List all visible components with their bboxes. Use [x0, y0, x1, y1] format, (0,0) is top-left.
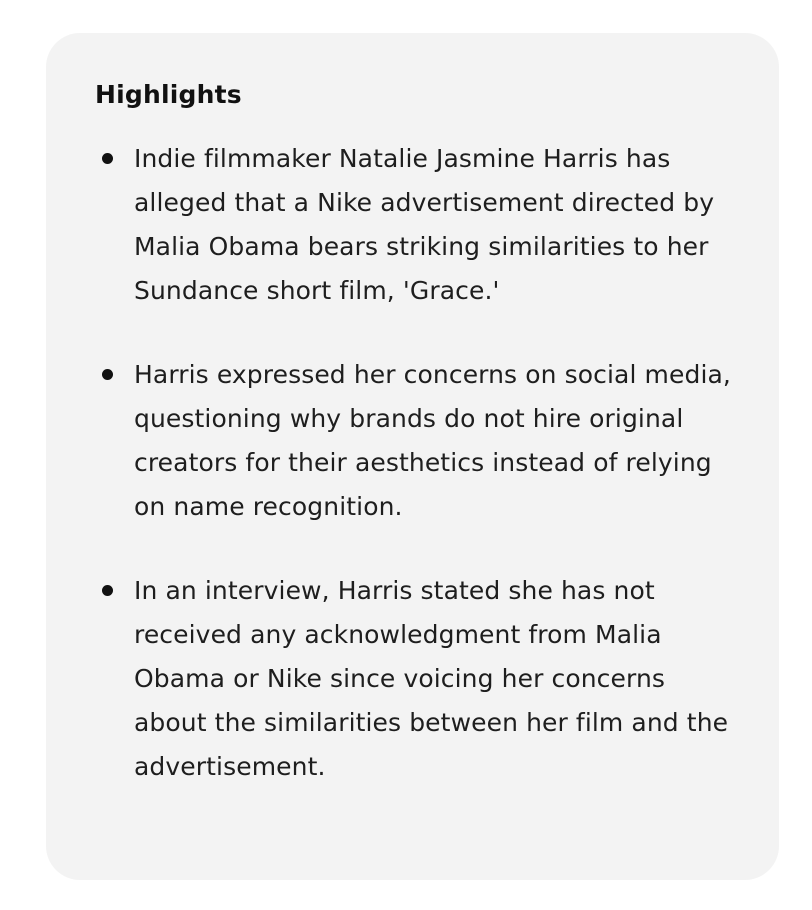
list-item-text: In an interview, Harris stated she has not received any acknowledgment from Malia Obama or Nike since voicing her concerns about the similarities between her film and the advertisement.	[134, 576, 729, 781]
list-item	[46, 353, 779, 529]
list-item	[46, 137, 779, 313]
list-item	[46, 569, 779, 789]
bullet-icon	[102, 153, 113, 164]
highlights-card	[46, 33, 779, 880]
bullet-icon	[102, 369, 113, 380]
list-item-text: Harris expressed her concerns on social media, questioning why brands do not hire original creators for their aesthetics instead of relying on name recognition.	[134, 360, 731, 521]
highlights-list	[46, 137, 779, 829]
highlights-heading: Highlights	[95, 80, 242, 109]
bullet-icon	[102, 585, 113, 596]
list-item-text: Indie filmmaker Natalie Jasmine Harris has alleged that a Nike advertisement directed by Malia Obama bears striking similarities to her Sundance short film, 'Grace.'	[134, 144, 715, 305]
